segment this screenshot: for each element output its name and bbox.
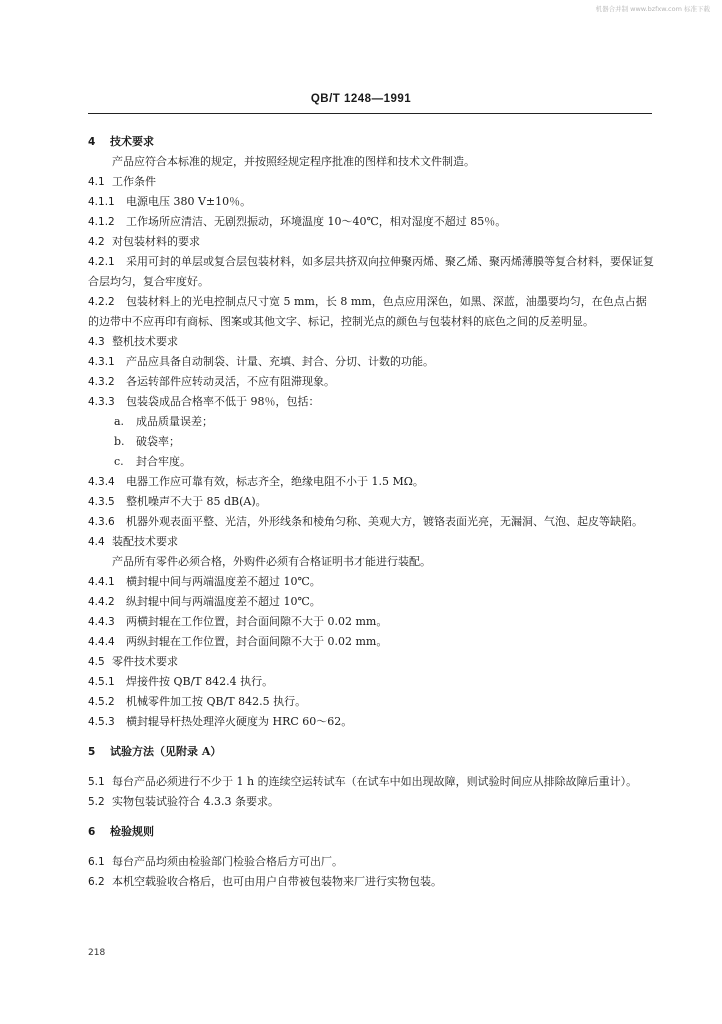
clause-number: 4.1.1 <box>88 196 115 208</box>
clause-4-1-1 <box>88 192 654 212</box>
section-4-heading <box>88 132 654 152</box>
clause-text: 采用可封的单层或复合层包装材料，如多层共挤双向拉伸聚丙烯、聚乙烯、聚丙烯薄膜等复合材料，要保证复合层均匀，复合牢度好。 <box>88 255 654 288</box>
document-header: QB/T 1248—1991 <box>310 93 412 105</box>
clause-number: 4.5.1 <box>88 676 115 688</box>
paragraph-text: 产品应符合本标准的规定，并按照经规定程序批准的图样和技术文件制造。 <box>112 155 475 168</box>
clause-text: 两纵封辊在工作位置，封合面间隙不大于 0.02 mm。 <box>126 635 388 648</box>
clause-text: 焊接件按 QB/T 842.4 执行。 <box>126 675 274 688</box>
list-item-c <box>88 452 654 472</box>
clause-text: 机械零件加工按 QB/T 842.5 执行。 <box>126 695 307 708</box>
spacer <box>88 842 654 852</box>
clause-number: 4.4.2 <box>88 596 115 608</box>
clause-number: 4.3 <box>88 336 105 348</box>
clause-5-2 <box>88 792 654 812</box>
clause-text: 横封辊导杆热处理淬火硬度为 HRC 60～62。 <box>126 715 353 728</box>
clause-number: 4.5 <box>88 656 105 668</box>
clause-4-4-intro <box>88 552 654 572</box>
clause-4-4-1 <box>88 572 654 592</box>
list-text: 封合牢度。 <box>136 455 191 468</box>
clause-4-2-1 <box>88 252 654 292</box>
section-number: 5 <box>88 746 96 758</box>
section-title: 技术要求 <box>110 135 154 148</box>
list-marker: a. <box>114 415 125 428</box>
clause-number: 4.3.1 <box>88 356 115 368</box>
clause-4-5-1 <box>88 672 654 692</box>
clause-4-4-2 <box>88 592 654 612</box>
section-6-heading <box>88 822 654 842</box>
clause-title: 工作条件 <box>112 175 156 188</box>
section-title: 检验规则 <box>110 825 154 838</box>
section-title: 试验方法（见附录 A） <box>110 745 222 758</box>
clause-number: 4.3.3 <box>88 396 115 408</box>
clause-text: 工作场所应清洁、无剧烈振动，环境温度 10～40℃，相对湿度不超过 85％。 <box>126 215 507 228</box>
section-4-intro <box>88 152 654 172</box>
clause-number: 4.4.1 <box>88 576 115 588</box>
clause-4-3-4 <box>88 472 654 492</box>
clause-text: 每台产品必须进行不少于 1 h 的连续空运转试车（在试车中如出现故障，则试验时间应从排除故障后重计）。 <box>112 775 638 788</box>
clause-4-3-1 <box>88 352 654 372</box>
clause-number: 6.2 <box>88 876 105 888</box>
clause-6-2 <box>88 872 654 892</box>
clause-text: 横封辊中间与两端温度差不超过 10℃。 <box>126 575 321 588</box>
clause-text: 包装袋成品合格率不低于 98％，包括： <box>126 395 320 408</box>
list-marker: b. <box>114 435 125 448</box>
clause-number: 4.4.3 <box>88 616 115 628</box>
watermark: 机器合并制 www.bzfxw.com 标准下载 <box>595 5 710 13</box>
list-item-b <box>88 432 654 452</box>
clause-number: 4.4 <box>88 536 105 548</box>
clause-number: 4.5.2 <box>88 696 115 708</box>
clause-4-3-3 <box>88 392 654 412</box>
clause-text: 纵封辊中间与两端温度差不超过 10℃。 <box>126 595 321 608</box>
clause-4-4-3 <box>88 612 654 632</box>
clause-4-4 <box>88 532 654 552</box>
clause-number: 4.3.2 <box>88 376 115 388</box>
clause-text: 产品应具备自动制袋、计量、充填、封合、分切、计数的功能。 <box>126 355 434 368</box>
list-item-a <box>88 412 654 432</box>
clause-4-5 <box>88 652 654 672</box>
clause-4-1 <box>88 172 654 192</box>
clause-number: 4.3.4 <box>88 476 115 488</box>
clause-number: 4.1.2 <box>88 216 115 228</box>
clause-text: 机器外观表面平整、光洁，外形线条和棱角匀称、美观大方，镀铬表面光亮，无漏洞、气泡、起皮等缺陷。 <box>126 515 643 528</box>
paragraph-text: 产品所有零件必须合格，外购件必须有合格证明书才能进行装配。 <box>112 555 431 568</box>
clause-title: 装配技术要求 <box>112 535 178 548</box>
clause-number: 4.1 <box>88 176 105 188</box>
section-number: 6 <box>88 826 96 838</box>
clause-title: 对包装材料的要求 <box>112 235 200 248</box>
page-number: 218 <box>88 948 106 958</box>
clause-4-3 <box>88 332 654 352</box>
clause-title: 零件技术要求 <box>112 655 178 668</box>
clause-text: 本机空载验收合格后，也可由用户自带被包装物来厂进行实物包装。 <box>112 875 442 888</box>
clause-text: 每台产品均须由检验部门检验合格后方可出厂。 <box>112 855 343 868</box>
clause-number: 4.4.4 <box>88 636 115 648</box>
clause-4-2-2 <box>88 292 654 332</box>
clause-4-5-2 <box>88 692 654 712</box>
clause-4-4-4 <box>88 632 654 652</box>
clause-4-5-3 <box>88 712 654 732</box>
list-text: 破袋率； <box>136 435 180 448</box>
clause-number: 4.3.6 <box>88 516 115 528</box>
clause-text: 整机噪声不大于 85 dB(A)。 <box>126 495 267 508</box>
clause-6-1 <box>88 852 654 872</box>
clause-number: 4.2.2 <box>88 296 115 308</box>
section-number: 4 <box>88 136 96 148</box>
section-5-heading <box>88 742 654 762</box>
clause-text: 包装材料上的光电控制点尺寸宽 5 mm，长 8 mm，色点应用深色，如黑、深蓝，油墨要均匀，在色点占据的边带中不应再印有商标、图案或其他文字、标记，控制光点的颜色与包装材料的底色之间的反差明显。 <box>88 295 647 328</box>
list-text: 成品质量误差； <box>136 415 213 428</box>
clause-text: 电源电压 380 V±10％。 <box>126 195 252 208</box>
list-marker: c. <box>114 455 124 468</box>
clause-number: 4.3.5 <box>88 496 115 508</box>
clause-number: 5.2 <box>88 796 105 808</box>
clause-number: 4.2.1 <box>88 256 115 268</box>
clause-number: 4.5.3 <box>88 716 115 728</box>
clause-4-1-2 <box>88 212 654 232</box>
clause-number: 4.2 <box>88 236 105 248</box>
clause-text: 两横封辊在工作位置，封合面间隙不大于 0.02 mm。 <box>126 615 388 628</box>
clause-4-3-2 <box>88 372 654 392</box>
document-body <box>88 132 654 892</box>
clause-text: 各运转部件应转动灵活，不应有阻滞现象。 <box>126 375 335 388</box>
clause-number: 5.1 <box>88 776 105 788</box>
spacer <box>88 762 654 772</box>
clause-5-1 <box>88 772 654 792</box>
clause-title: 整机技术要求 <box>112 335 178 348</box>
clause-text: 实物包装试验符合 4.3.3 条要求。 <box>112 795 279 808</box>
clause-text: 电器工作应可靠有效，标志齐全，绝缘电阻不小于 1.5 MΩ。 <box>126 475 424 488</box>
header-rule <box>88 113 652 114</box>
clause-4-3-5 <box>88 492 654 512</box>
clause-number: 6.1 <box>88 856 105 868</box>
clause-4-2 <box>88 232 654 252</box>
clause-4-3-6 <box>88 512 654 532</box>
